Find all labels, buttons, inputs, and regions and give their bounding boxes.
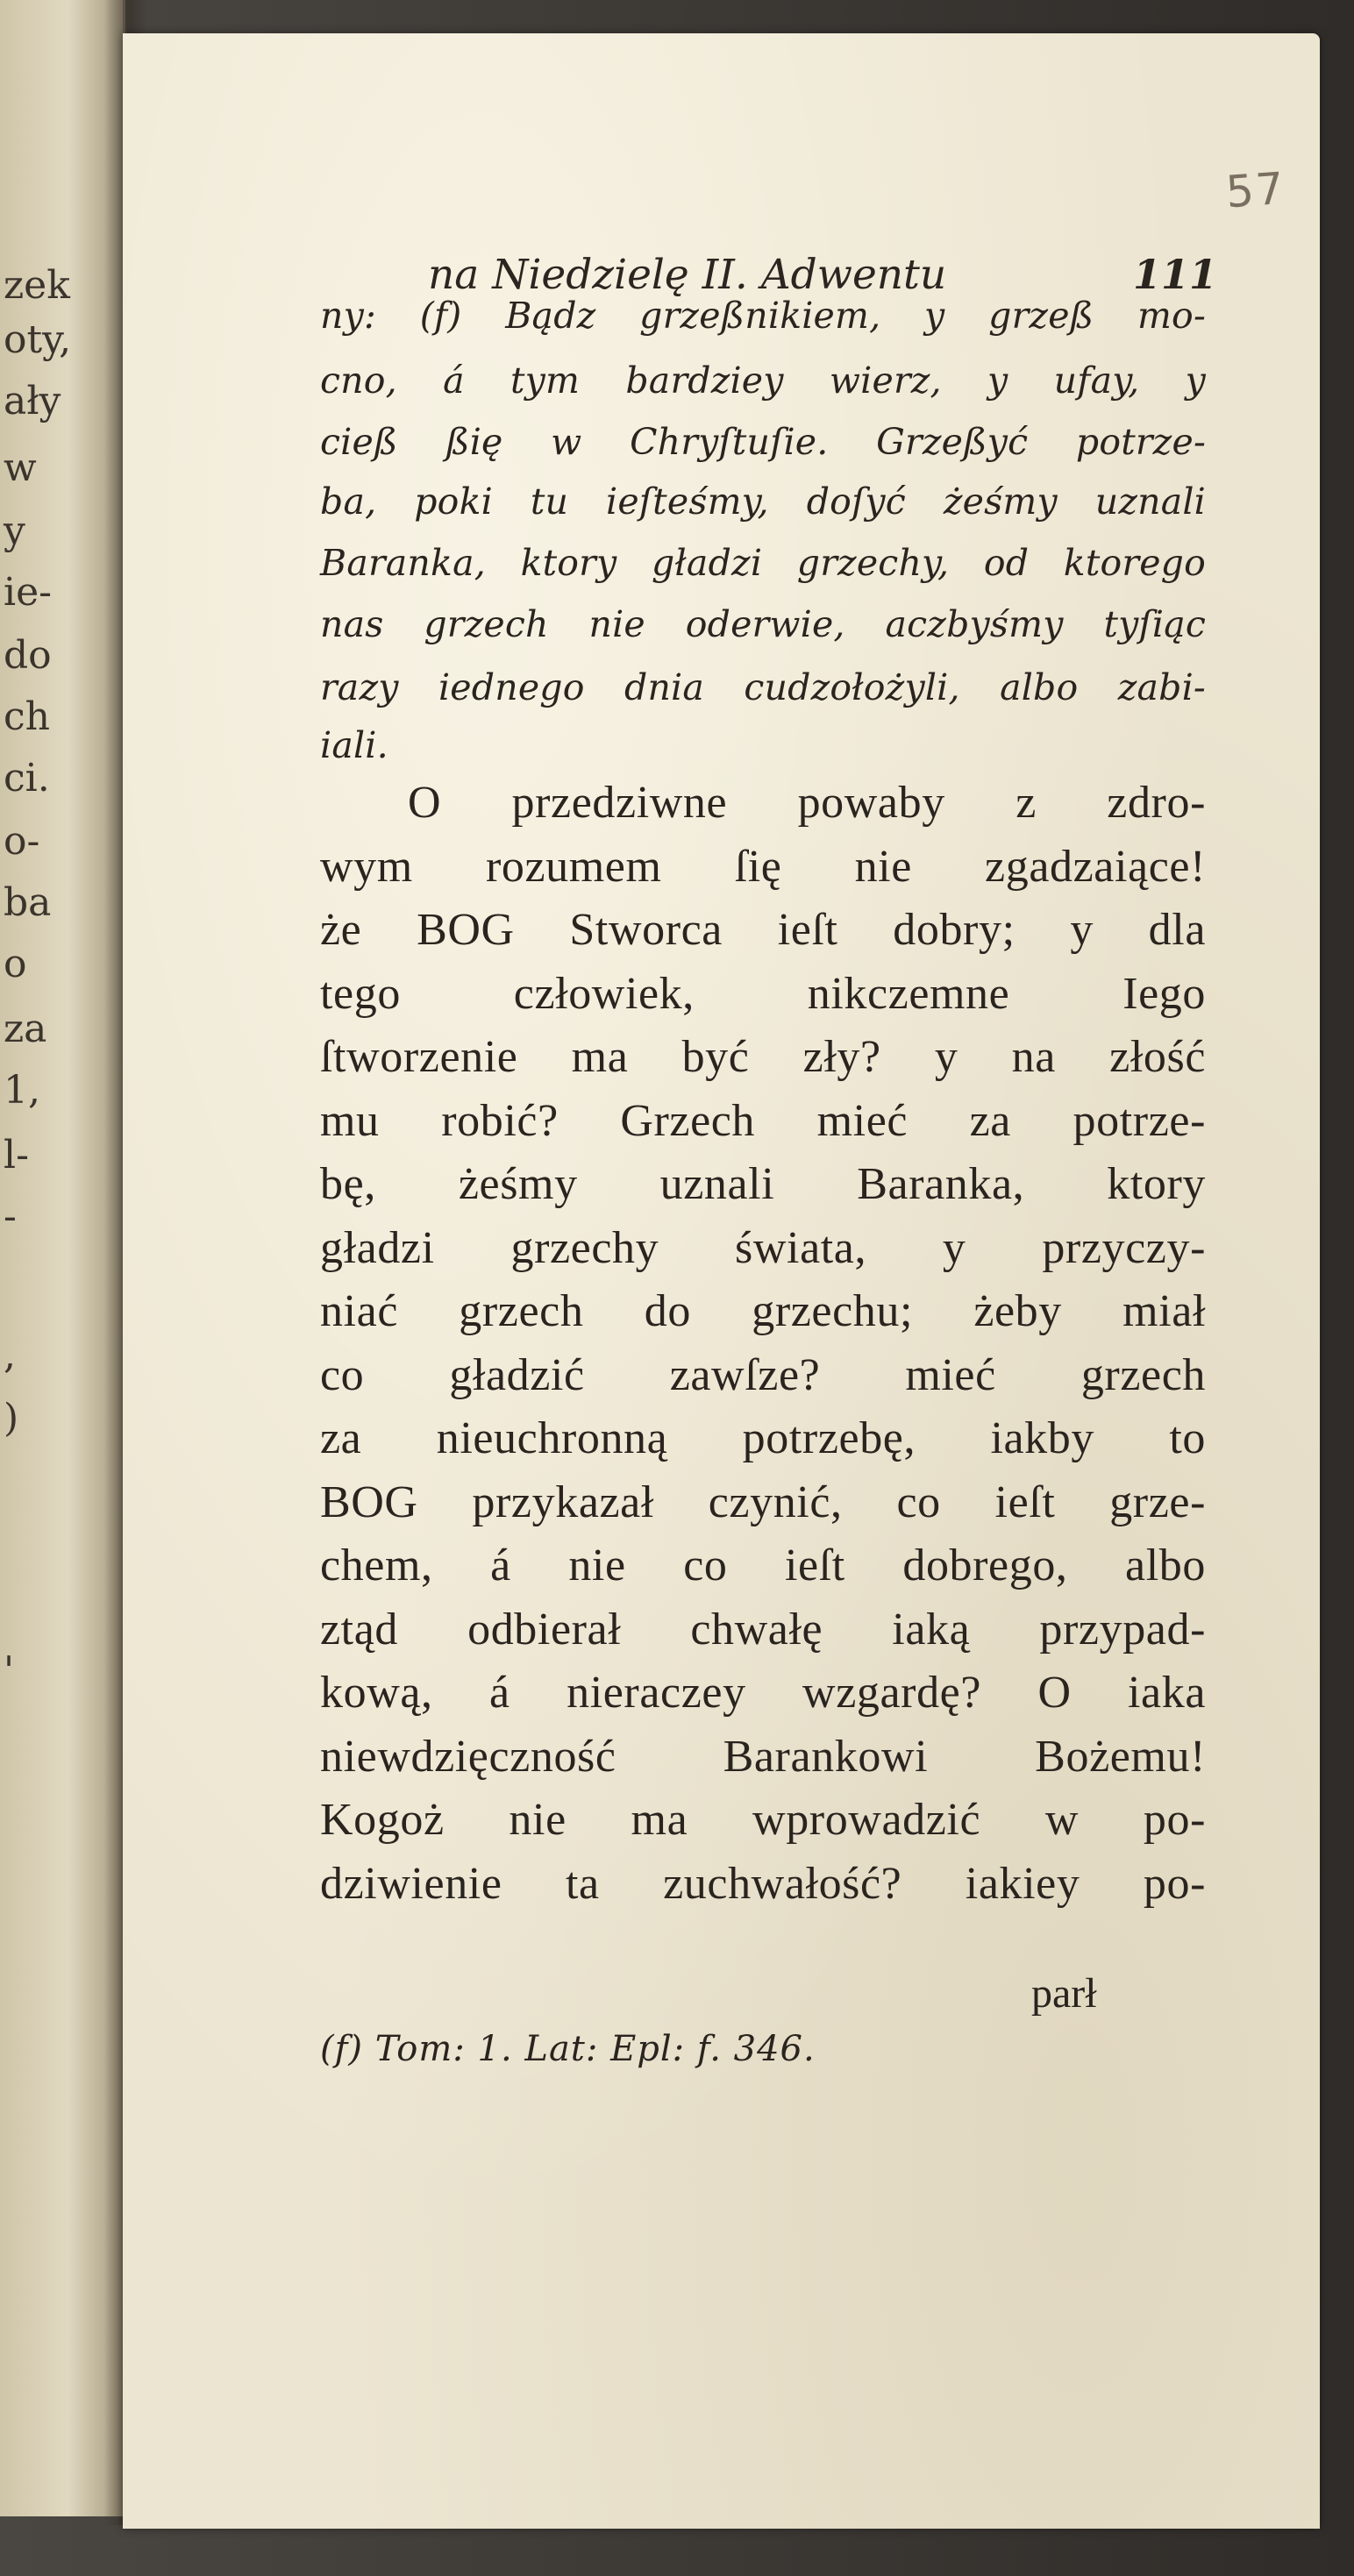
body-line: tego człowiek, nikczemne Iego <box>320 969 1206 1019</box>
previous-page-edge <box>0 0 125 2516</box>
body-line: BOG przykazał czynić, co ieſt grze- <box>320 1477 1206 1527</box>
page-number: 111 <box>1132 251 1217 298</box>
handwritten-folio-number: 57 <box>1224 162 1287 218</box>
left-page-fragment: ) <box>4 1396 19 1441</box>
body-line: chem, á nie co ieſt dobrego, albo <box>320 1541 1206 1590</box>
body-line: kową, á nieraczey wzgardę? O iaka <box>320 1668 1206 1718</box>
body-line: gładzi grzechy świata, y przyczy- <box>320 1223 1206 1273</box>
footnote: (f) Tom: 1. Lat: Epl: f. 346. <box>320 2029 816 2069</box>
left-page-fragment: - <box>4 1194 17 1239</box>
body-line: co gładzić zawſze? mieć grzech <box>320 1350 1206 1400</box>
left-page-fragment: o- <box>4 819 40 864</box>
book-page <box>123 33 1320 2529</box>
left-page-fragment: ba <box>4 880 52 925</box>
left-page-fragment: y <box>4 509 25 553</box>
body-line: że BOG Stworca ieſt dobry; y dla <box>320 905 1206 955</box>
body-line: mu robić? Grzech mieć za potrze- <box>320 1096 1206 1146</box>
note-line: nas grzech nie oderwie, aczbyśmy tyſiąc <box>320 603 1206 645</box>
left-page-fragment: w <box>4 445 37 490</box>
body-line: ztąd odbierał chwałę iaką przypad- <box>320 1605 1206 1654</box>
left-page-fragment: o <box>4 942 27 986</box>
body-line: wym rozumem ſię nie zgadzaiące! <box>320 842 1206 892</box>
body-line: Kogoż nie ma wprowadzić w po- <box>320 1795 1206 1845</box>
note-line: ba, poki tu ieſteśmy, doſyć żeśmy uznali <box>320 480 1206 523</box>
note-line: Baranka, ktory gładzi grzechy, od ktorego <box>320 542 1206 584</box>
left-page-fragment: ie- <box>4 570 52 615</box>
body-line: niewdzięczność Barankowi Bożemu! <box>320 1732 1206 1782</box>
running-title: na Niedzielę II. Adwentu <box>428 251 947 299</box>
note-line: cno, á tym bardziey wierz, y ufay, y <box>320 359 1206 402</box>
catchword: parł <box>1031 1970 1097 2017</box>
left-page-fragment: , <box>4 1333 16 1377</box>
body-line: dziwienie ta zuchwałość? iakiey po- <box>320 1859 1206 1909</box>
note-line: cieß ßię w Chryſtuſie. Grzeßyć potrze- <box>320 421 1206 463</box>
body-line: bę, żeśmy uznali Baranka, ktory <box>320 1159 1206 1209</box>
note-line: ny: (f) Bądz grzeßnikiem, y grzeß mo- <box>320 295 1206 337</box>
left-page-fragment: ch <box>4 694 50 739</box>
left-page-fragment: za <box>4 1007 47 1051</box>
left-page-fragment: zek <box>4 263 70 308</box>
left-page-fragment: 1, <box>4 1068 40 1113</box>
left-page-fragment: ci. <box>4 756 50 801</box>
left-page-fragment: do <box>4 633 52 678</box>
body-line: za nieuchronną potrzebę, iakby to <box>320 1413 1206 1463</box>
body-line: niać grzech do grzechu; żeby miał <box>320 1286 1206 1336</box>
note-line: razy iednego dnia cudzołożyli, albo zabi- <box>320 666 1206 708</box>
left-page-fragment: ały <box>4 379 61 423</box>
body-line: O przedziwne powaby z zdro- <box>408 778 1206 828</box>
body-line: ſtworzenie ma być zły? y na złość <box>320 1032 1206 1082</box>
left-page-fragment: oty, <box>4 317 72 362</box>
left-page-fragment: l- <box>4 1133 29 1178</box>
note-line: iali. <box>320 724 388 766</box>
left-page-fragment: ' <box>4 1648 15 1693</box>
